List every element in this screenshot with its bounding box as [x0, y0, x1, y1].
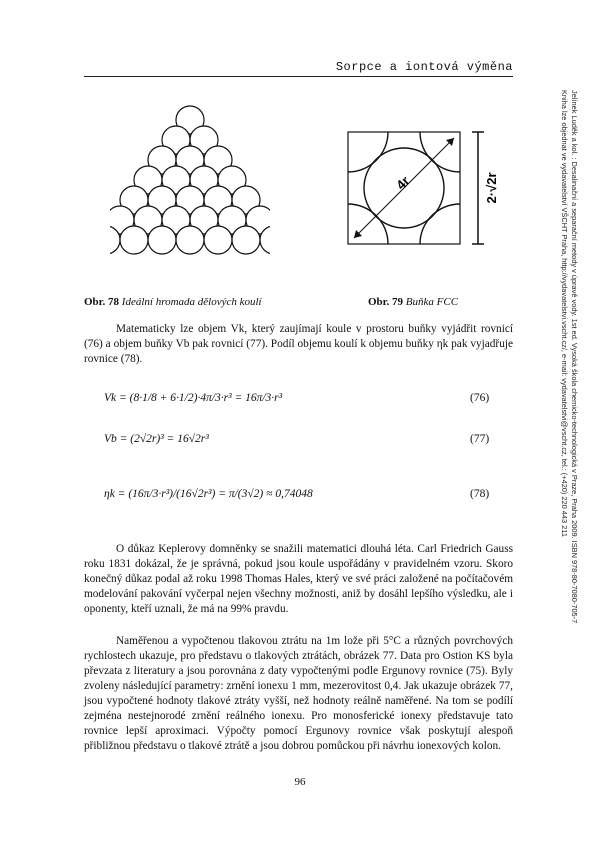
paragraph-pressure-loss: Naměřenou a vypočtenou tlakovou ztrátu na 1m lože při 5°C a různých povrchových rychlostech ukazuje, pro představu o tlakových ztrátách, obrázek 77. Data pro Ostion KS byla převzata z literatury a jsou porovnána z daty vypočtenými podle Ergunovy rovnice (75). Byly zvoleny následující parametry: zrnění ionexu 1 mm, mezerovitost 0,4. Jak ukazuje obrázek 77, jsou vypočtené hodnoty tlakové ztráty vyšší, než hodnoty reálně naměřené. Na tom se podílí zejména nestejnorodé zrnění reálného ionexu. Pro monosferické ionexy představuje tato rovnice lepší aproximaci. Výpočty pomocí Ergunovy rovnice však poskytují alespoň přibližnou představu o tlakové ztrátě a jsou dobrou pomůckou při návrhu ionexových kolon.	[84, 635, 513, 752]
equation-78: ηk = (16π/3·r³)/(16√2r³) = π/(3√2) ≈ 0,74048	[104, 488, 313, 500]
cannonball-pile-figure	[110, 100, 270, 270]
running-header: Sorpce a iontová výměna	[335, 60, 513, 74]
cannonball-sphere	[148, 226, 176, 254]
equation-76-number: (76)	[470, 392, 490, 404]
equation-77: Vb = (2√2r)³ = 16√2r³	[104, 433, 209, 445]
cannonball-sphere	[204, 226, 232, 254]
cannonball-sphere	[232, 226, 260, 254]
citation-line-2: Kniha lze objednat ve vydavatelství VŠCHT Praha, http://vydavatelstvi.vscht.cz/, e-mail: vydavatelstvi@vscht.cz, tel.: (+420) 220 443 211	[560, 90, 569, 537]
paragraph-kepler: O důkaz Keplerovy domněnky se snažili matematici dlouhá léta. Carl Friedrich Gauss roku 1831 dokázal, že je správná, pokud jsou koule uspořádány v pravidelném vzoru. Skoro konečný důkaz podal až roku 1998 Thomas Hales, který ve své práci založené na počítačovém modelování pakování vyčerpal nejen všechny možnosti, aniž by dosáhl lepšího výsledku, ale i oponenty, kteří uznali, že má na 99% pravdu.	[84, 543, 513, 615]
header-rule	[84, 76, 513, 77]
figure-78-title: Ideální hromada dělových koulí	[121, 296, 262, 308]
citation-line-1: Jelínek Luděk a kol. : Desalinační a separační metody v úpravě vody. 1st ed. Vysoká škola chemicko-technologická v Praze, Praha 2009. ISBN 978-80-7080-705-7	[570, 90, 579, 624]
figure-79-caption	[368, 296, 458, 308]
cannonball-sphere	[176, 226, 204, 254]
equation-77-number: (77)	[470, 433, 490, 445]
equation-78-number: (78)	[470, 488, 490, 500]
diagonal-label: 4r	[393, 173, 413, 193]
citation-sidebar	[555, 90, 585, 750]
equation-76: Vk = (8·1/8 + 6·1/2)·4π/3·r³ = 16π/3·r³	[104, 392, 283, 404]
figure-79-title: Buňka FCC	[405, 296, 459, 308]
paragraph-volumes: Matematicky lze objem Vk, který zaujímají koule v prostoru buňky vyjádřit rovnicí (76) a objem buňky Vb pak rovnicí (77). Podíl objemu koulí k objemu buňky ηk pak vyjadřuje rovnice (78).	[84, 323, 513, 365]
fcc-cell-figure	[320, 120, 520, 270]
figure-79-number: Obr. 79	[368, 296, 404, 308]
figure-78-caption	[84, 296, 262, 308]
page-number: 96	[294, 776, 306, 788]
side-length-label: 2·√2r	[484, 172, 499, 204]
cannonball-sphere	[120, 226, 148, 254]
figure-78-number: Obr. 78	[84, 296, 120, 308]
